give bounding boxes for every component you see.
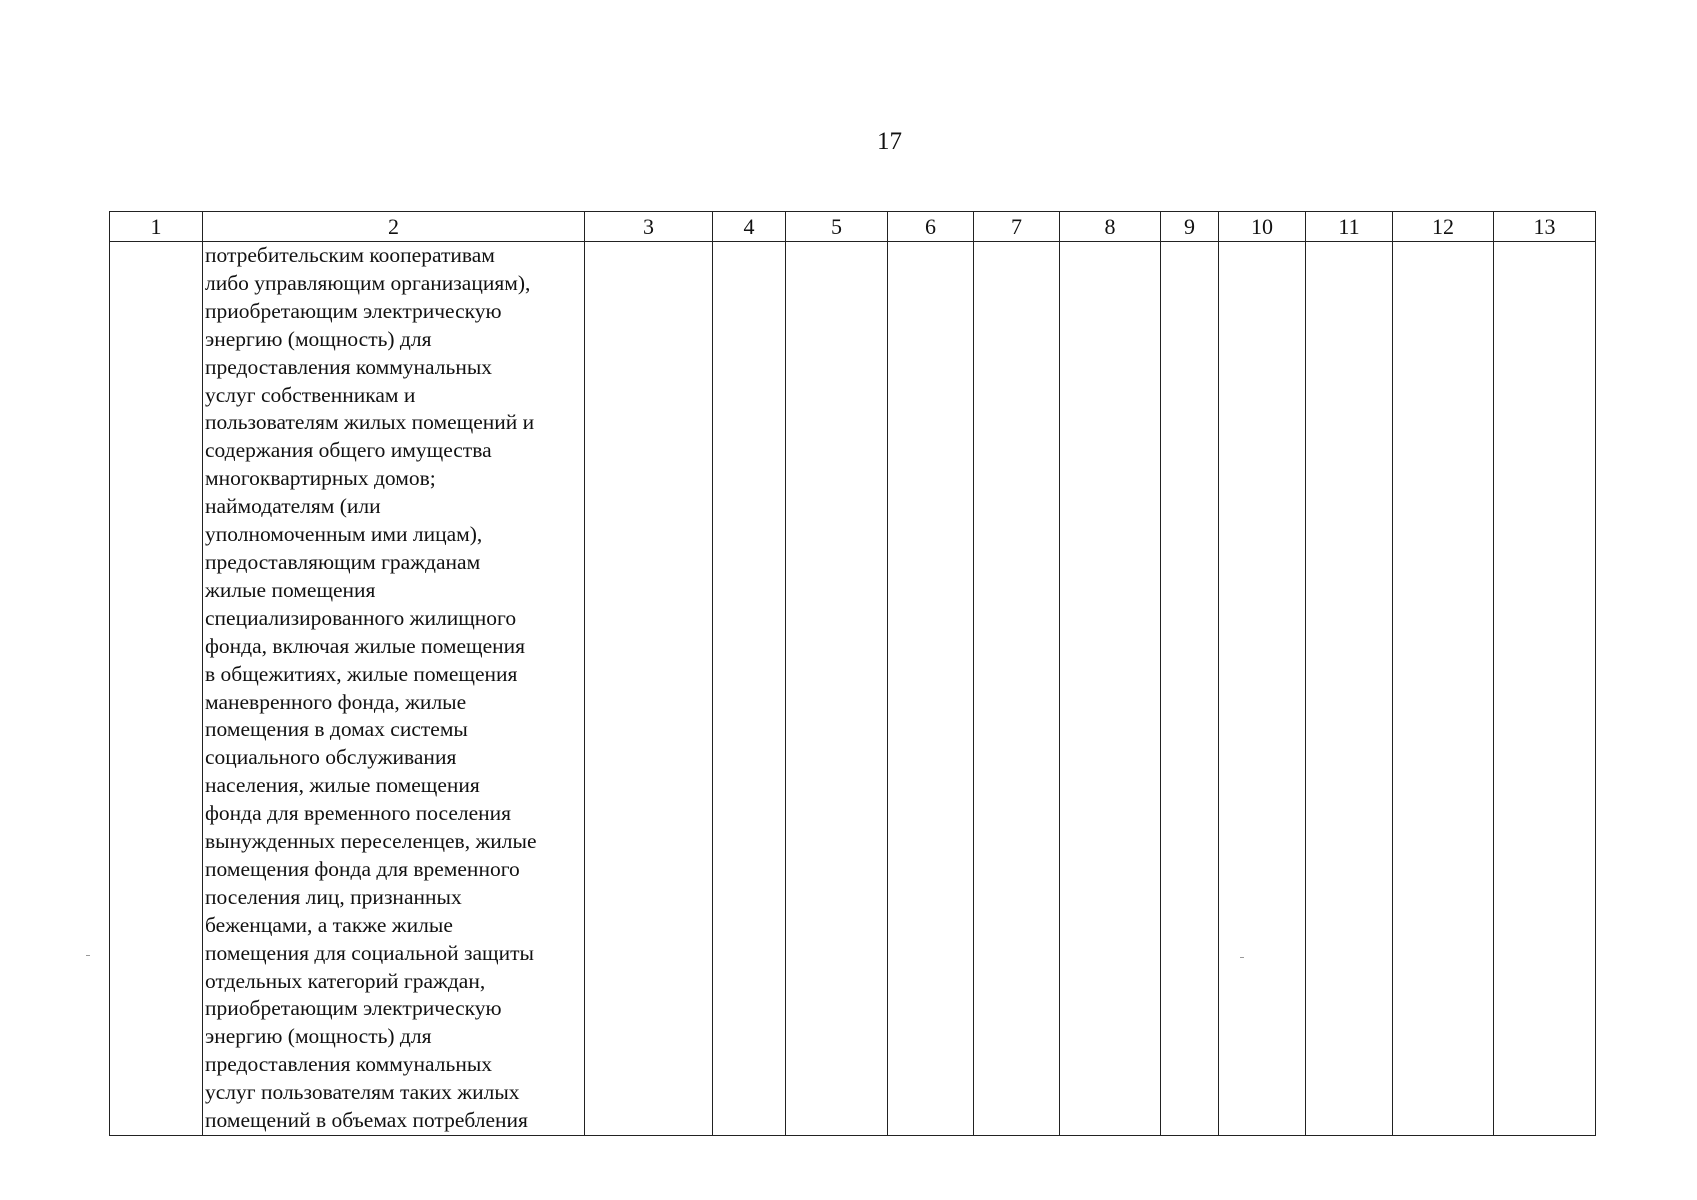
text-line: приобретающим электрическую (205, 996, 502, 1021)
column-header-10: 10 (1219, 212, 1306, 242)
text-line: наймодателям (или (205, 494, 381, 519)
text-line: помещения для социальной защиты (205, 940, 534, 965)
text-line: помещений в объемах потребления (205, 1108, 528, 1133)
column-header-5: 5 (786, 212, 888, 242)
column-header-8: 8 (1060, 212, 1161, 242)
text-line: приобретающим электрическую (205, 298, 502, 323)
text-line: поселения лиц, признанных (205, 884, 462, 909)
cell-col-13 (1494, 242, 1596, 1136)
cell-col-9 (1161, 242, 1219, 1136)
text-line: предоставления коммунальных (205, 354, 493, 379)
cell-col-4 (713, 242, 786, 1136)
text-line: маневренного фонда, жилые (205, 689, 467, 714)
text-line: содержания общего имущества (205, 438, 492, 463)
text-line: социального обслуживания (205, 745, 457, 770)
cell-col-8 (1060, 242, 1161, 1136)
page-number: 17 (877, 128, 902, 155)
text-line: специализированного жилищного (205, 605, 517, 630)
text-line: отдельных категорий граждан, (205, 968, 486, 993)
text-line: помещения в домах системы (205, 717, 468, 742)
cell-col-6 (888, 242, 974, 1136)
text-line: фонда для временного поселения (205, 801, 512, 826)
scan-artifact (1240, 957, 1244, 958)
text-line: энергию (мощность) для (205, 326, 432, 351)
text-line: фонда, включая жилые помещения (205, 633, 526, 658)
text-line: уполномоченным ими лицам), (205, 522, 483, 547)
data-table (109, 211, 1596, 1136)
column-header-4: 4 (713, 212, 786, 242)
text-line: потребительским кооперативам (205, 243, 495, 267)
column-header-7: 7 (974, 212, 1060, 242)
cell-col-11 (1306, 242, 1393, 1136)
text-line: помещения фонда для временного (205, 856, 520, 881)
text-line: вынужденных переселенцев, жилые (205, 829, 537, 854)
column-header-6: 6 (888, 212, 974, 242)
column-header-12: 12 (1393, 212, 1494, 242)
column-header-9: 9 (1161, 212, 1219, 242)
text-line: населения, жилые помещения (205, 773, 480, 798)
cell-col-2-text (203, 242, 584, 1135)
text-line: беженцами, а также жилые (205, 912, 453, 937)
column-header-3: 3 (585, 212, 713, 242)
column-header-11: 11 (1306, 212, 1393, 242)
column-header-2: 2 (203, 212, 585, 242)
text-line: предоставления коммунальных (205, 1052, 493, 1077)
text-line: многоквартирных домов; (205, 466, 436, 491)
text-line: жилые помещения (205, 577, 376, 602)
scan-artifact (86, 955, 90, 956)
cell-col-12 (1393, 242, 1494, 1136)
table-header-row (110, 212, 1596, 242)
cell-col-3 (585, 242, 713, 1136)
text-line: услуг пользователям таких жилых (205, 1080, 520, 1105)
text-line: услуг собственникам и (205, 382, 416, 407)
table-row (110, 242, 1596, 1136)
column-header-13: 13 (1494, 212, 1596, 242)
text-line: в общежитиях, жилые помещения (205, 661, 518, 686)
cell-col-2 (203, 242, 585, 1136)
text-line: пользователям жилых помещений и (205, 410, 535, 435)
cell-col-10 (1219, 242, 1306, 1136)
cell-col-7 (974, 242, 1060, 1136)
cell-col-1 (110, 242, 203, 1136)
text-line: энергию (мощность) для (205, 1024, 432, 1049)
text-line: предоставляющим гражданам (205, 549, 481, 574)
cell-col-5 (786, 242, 888, 1136)
text-line: либо управляющим организациям), (205, 270, 531, 295)
column-header-1: 1 (110, 212, 203, 242)
